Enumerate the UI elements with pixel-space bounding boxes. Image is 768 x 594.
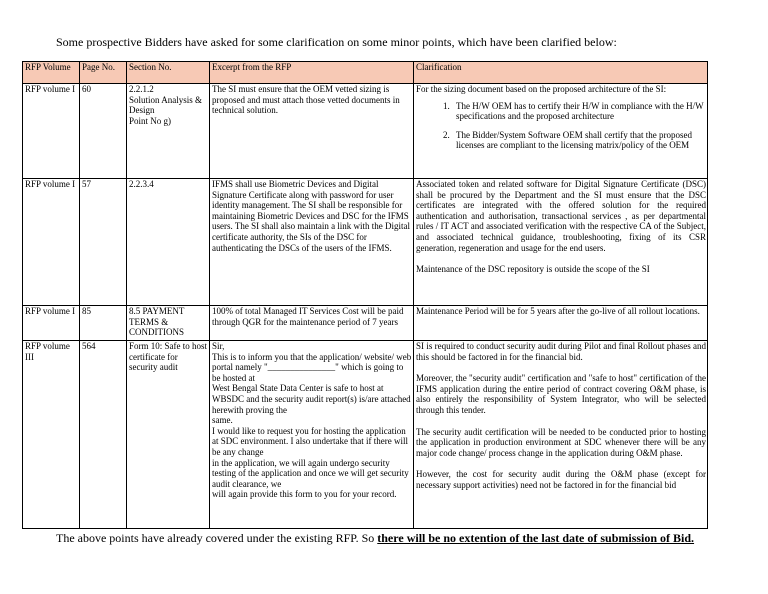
rfp-volume-cell: RFP volume I [23,84,80,179]
rfp-volume-cell: RFP volume I [23,179,80,306]
header-page-no: Page No. [80,62,127,84]
excerpt-cell: IFMS shall use Biometric Devices and Digital Signature Certificate along with password for user identity management. The SI shall be responsible for maintaining Biometric Devices and DSC for the IFMS users. The SI shall also maintain a link with the Digital certificate authority, the SIs of the DSC for authenticating the DSCs of the users of the IFMS. [210,179,414,306]
list-item: 2. The Bidder/System Software OEM shall certify that the proposed licenses are compliant to the licensing matrix/policy of the OEM [452,130,706,151]
clarification-paragraph: SI is required to conduct security audit during Pilot and final Rollout phases and this should be factored in for the financial bid. [416,341,706,362]
clarification-list [416,101,706,151]
excerpt-cell: The SI must ensure that the OEM vetted sizing is proposed and must attach those vetted documents in technical solution. [210,84,414,179]
page-no-cell: 85 [80,306,127,341]
table-header-row [23,62,708,84]
section-no-cell: Form 10: Safe to host certificate for security audit [127,341,210,529]
closing-text: The above points have already covered under the existing RFP. So [56,531,378,545]
clarification-paragraph: Maintenance of the DSC repository is outside the scope of the SI [416,264,650,275]
clarification-intro: For the sizing document based on the proposed architecture of the SI: [416,84,667,94]
page-no-cell: 60 [80,84,127,179]
excerpt-cell: 100% of total Managed IT Services Cost will be paid through QGR for the maintenance period of 7 years [210,306,414,341]
table-row [23,84,708,179]
clarification-paragraph: However, the cost for security audit during the O&M phase (except for necessary support activities) need not be factored in for the financial bid [416,469,706,490]
table-row [23,306,708,341]
clarification-paragraph: The security audit certification will be needed to be conducted prior to hosting the application in production environment at SDC whenever there will be any major code change/ process change in the application during O&M phase. [416,426,706,458]
header-clarification: Clarification [414,62,708,84]
page-no-cell: 564 [80,341,127,529]
closing-emphasis: there will be no extention of the last date of submission of Bid. [377,531,695,545]
table-row [23,341,708,529]
section-no-cell: 8.5 PAYMENT TERMS & CONDITIONS [127,306,210,341]
header-rfp-volume: RFP Volume [23,62,80,84]
clarification-table [22,61,708,529]
table-row [23,179,708,306]
section-no-cell: 2.2.1.2 Solution Analysis & Design Point No g) [127,84,210,179]
rfp-volume-cell: RFP volume III [23,341,80,529]
header-excerpt: Excerpt from the RFP [210,62,414,84]
list-item: 1. The H/W OEM has to certify their H/W in compliance with the H/W specifications and the proposed architecture [452,101,706,122]
clarification-cell [414,341,708,529]
closing-statement [56,531,694,546]
header-section-no: Section No. [127,62,210,84]
clarification-paragraph: Moreover, the "security audit" certification and "safe to host" certification of the IFMS application during the entire period of contract covering O&M phase, is also entirely the responsibility of System Integrator, who will be selected through this tender. [416,373,706,415]
section-no-cell: 2.2.3.4 [127,179,210,306]
intro-text: Some prospective Bidders have asked for some clarification on some minor points, which have been clarified below: [56,35,617,49]
page-no-cell: 57 [80,179,127,306]
clarification-cell [414,179,708,306]
clarification-cell [414,306,708,341]
clarification-paragraph: Maintenance Period will be for 5 years after the go-live of all rollout locations. [416,306,700,316]
clarification-paragraph: Associated token and related software for Digital Signature Certificate (DSC) shall be procured by the Department and the SI must ensure that the DSC certificates are integrated with the offered solution for the required authentication and authorisation, transactional services , as per departmental rules / IT ACT and associated verification with the respective CA of the Subject, and associated technical guidance, troubleshooting, fixing of its CSR generation, regeneration and usage for the end users. [416,179,706,253]
excerpt-cell: Sir, This is to inform you that the application/ website/ web portal namely "_______________" which is going to be hosted at West Bengal State Data Center is safe to host at WBSDC and the security audit report(s) is/are attached herewith proving the same. I would like to request you for hosting the application at SDC environment. I also undertake that if there will be any change in the application, we will again undergo security testing of the application and once we will get security audit clearance, we will again provide this form to you for your record. [210,341,414,529]
rfp-volume-cell: RFP volume I [23,306,80,341]
clarification-cell [414,84,708,179]
